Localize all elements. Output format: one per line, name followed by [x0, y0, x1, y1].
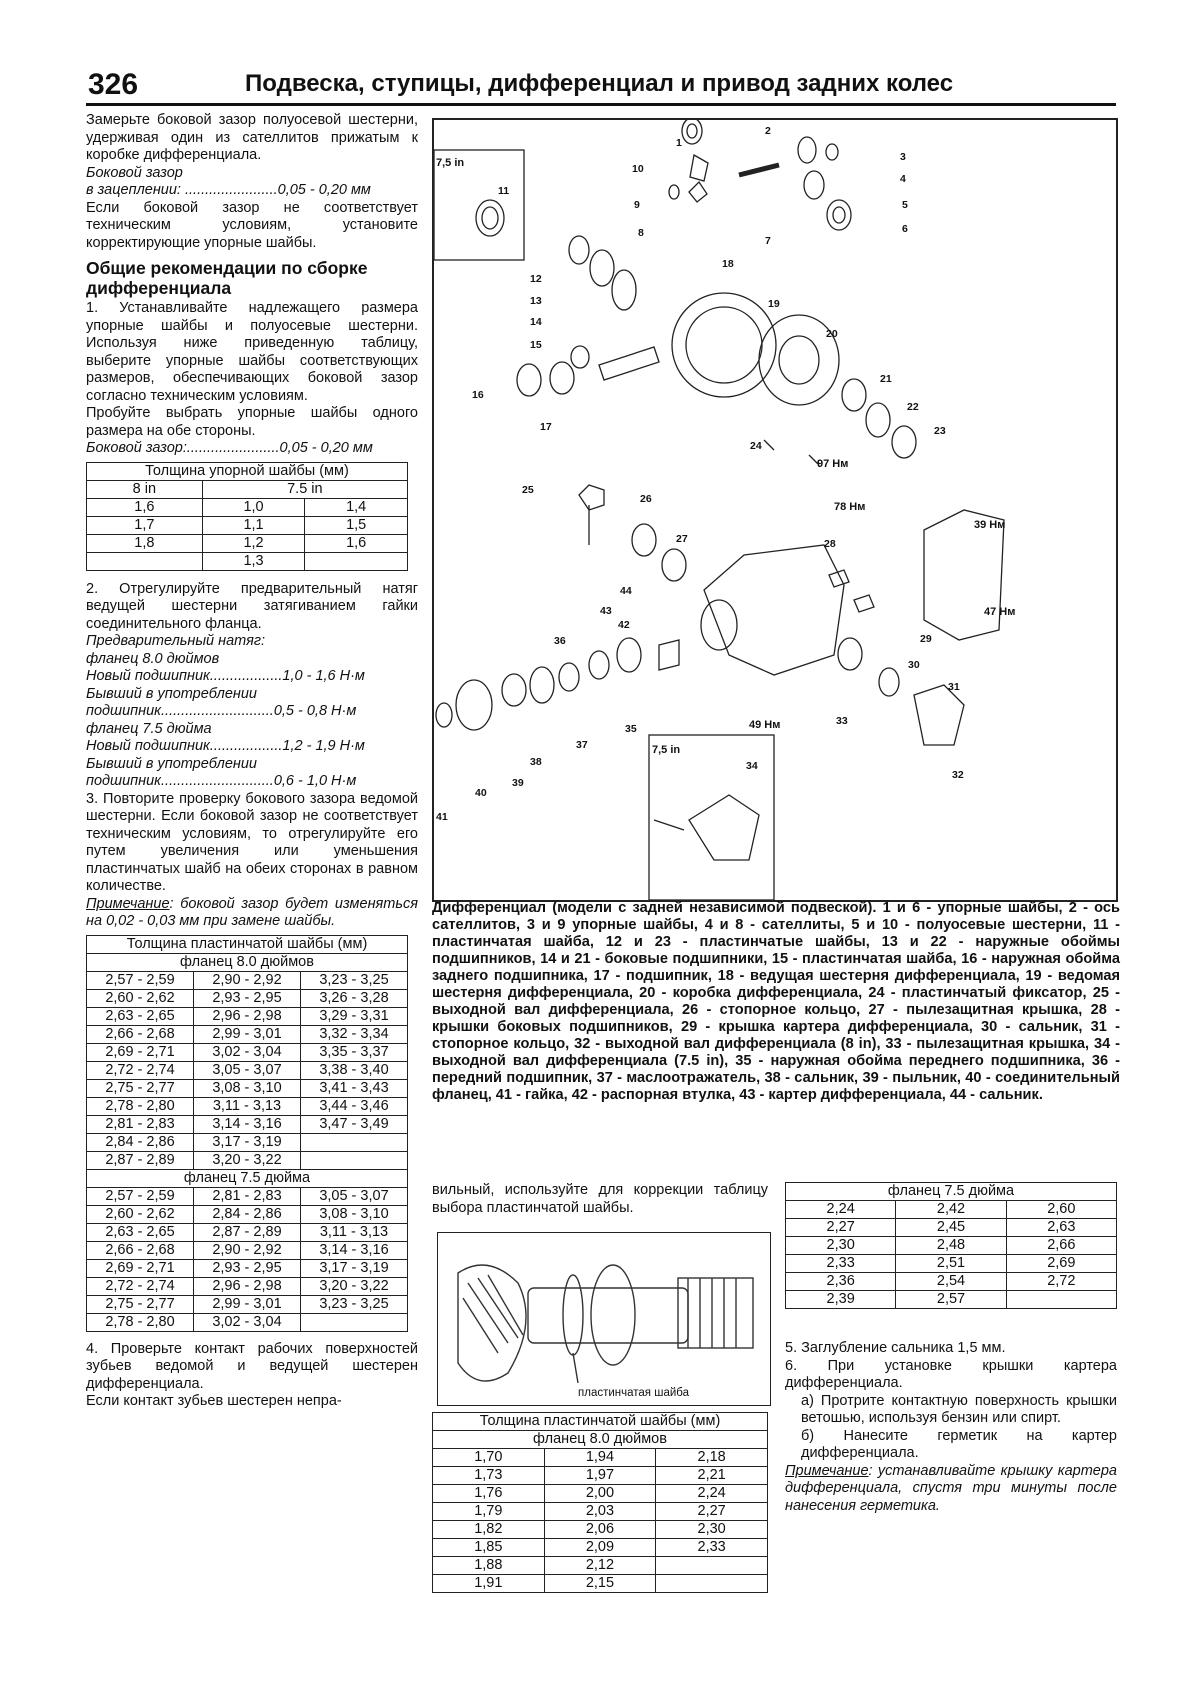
table-cell: 1,88 [433, 1557, 545, 1575]
part-number-label: 11 [498, 185, 510, 197]
table-cell: 1,6 [87, 498, 203, 516]
table-cell: 2,81 - 2,83 [193, 1187, 300, 1205]
table-cell: 2,03 [544, 1503, 656, 1521]
table-cell: 2,42 [896, 1201, 1006, 1219]
table-row [786, 1255, 1117, 1273]
part-number-label: 4 [900, 173, 906, 185]
table-row [87, 1079, 408, 1097]
table-cell: 2,69 - 2,71 [87, 1259, 194, 1277]
table-cell [300, 1151, 407, 1169]
spec-label: Боковой зазор [86, 164, 183, 181]
table-cell: 2,45 [896, 1219, 1006, 1237]
table-row [433, 1467, 768, 1485]
part-number-label: 39 [512, 777, 524, 789]
right-column [785, 1340, 1117, 1515]
table-cell: 3,47 - 3,49 [300, 1115, 407, 1133]
table-cell: 2,24 [656, 1485, 768, 1503]
note-label: Примечание [86, 895, 170, 912]
paragraph: Если боковой зазор не соответствует техническим условиям, установите корректирующие упорные шайбы. [86, 199, 418, 251]
table-cell [656, 1557, 768, 1575]
table-row [87, 1151, 408, 1169]
part-number-label: 28 [824, 538, 836, 550]
table-header: 8 in [87, 480, 203, 498]
table-row [87, 1007, 408, 1025]
table-row [87, 1313, 408, 1331]
part-number-label: 44 [620, 585, 632, 597]
table-cell: 2,48 [896, 1237, 1006, 1255]
spec-line: Новый подшипник..................1,0 - 1,6 Н·м [86, 668, 365, 684]
table-cell: 2,27 [656, 1503, 768, 1521]
table-cell: 2,84 - 2,86 [87, 1133, 194, 1151]
table-cell: 1,6 [305, 534, 408, 552]
table-cell: 1,91 [433, 1575, 545, 1593]
part-number-label: 20 [826, 328, 838, 340]
paragraph: Замерьте боковой зазор полуосевой шестерни, удерживая один из сателлитов прижатым к коробке дифференциала. [86, 112, 418, 163]
table-cell: 3,38 - 3,40 [300, 1061, 407, 1079]
table-cell: 2,96 - 2,98 [193, 1277, 300, 1295]
table-row [87, 1133, 408, 1151]
table-cell [87, 552, 203, 570]
table-cell: 1,2 [202, 534, 305, 552]
table-cell: 3,44 - 3,46 [300, 1097, 407, 1115]
table-subheader: фланец 8.0 дюймов [433, 1431, 768, 1449]
spec-line: подшипник............................0,6 - 1,0 Н·м [86, 773, 357, 789]
part-number-label: 35 [625, 723, 637, 735]
left-column [86, 112, 418, 1411]
thrust-washer-table [86, 462, 408, 571]
table-cell: 2,72 [1006, 1273, 1116, 1291]
torque-label: 39 Нм [974, 519, 1006, 531]
table-cell: 1,3 [202, 552, 305, 570]
table-cell: 3,05 - 3,07 [300, 1187, 407, 1205]
table-row [87, 516, 408, 534]
part-number-label: 40 [475, 787, 487, 799]
table-title: Толщина упорной шайбы (мм) [87, 462, 408, 480]
table-row [433, 1503, 768, 1521]
table-cell: 3,05 - 3,07 [193, 1061, 300, 1079]
table-cell: 1,76 [433, 1485, 545, 1503]
table-row [433, 1485, 768, 1503]
note [86, 896, 418, 931]
exploded-diagram [432, 118, 1118, 902]
header-divider [86, 103, 1116, 106]
table-row [87, 1259, 408, 1277]
paragraph: б) Нанесите герметик на картер дифференциала. [801, 1427, 1117, 1461]
paragraph: 3. Повторите проверку бокового зазора ведомой шестерни. Если боковой зазор не соответствует техническим условиям, то отрегулируйте его путем увеличения или уменьшения пластинчатых шайб на обеих сторонах в равном количестве. [86, 790, 418, 894]
part-number-label: 15 [530, 339, 542, 351]
part-number-label: 36 [554, 635, 566, 647]
section-heading: Общие рекомендации по сборке дифференциала [86, 258, 368, 298]
table-cell: 1,8 [87, 534, 203, 552]
part-number-label: 19 [768, 298, 780, 310]
table-cell: 3,32 - 3,34 [300, 1025, 407, 1043]
table-row [433, 1557, 768, 1575]
table-cell: 2,72 - 2,74 [87, 1061, 194, 1079]
photo-callout: пластинчатая шайба [578, 1387, 689, 1399]
differential-exploded-view [434, 120, 1116, 900]
torque-label: 97 Нм [817, 458, 849, 470]
part-number-label: 43 [600, 605, 612, 617]
table-row [786, 1273, 1117, 1291]
table-cell: 3,41 - 3,43 [300, 1079, 407, 1097]
shim-table-right [785, 1182, 1117, 1309]
table-cell [1006, 1291, 1116, 1309]
part-number-label: 24 [750, 440, 762, 452]
table-cell: 1,5 [305, 516, 408, 534]
table-cell: 2,84 - 2,86 [193, 1205, 300, 1223]
table-cell: 3,11 - 3,13 [300, 1223, 407, 1241]
part-number-label: 21 [880, 373, 892, 385]
spec-line: в зацеплении: .......................0,05 - 0,20 мм [86, 182, 371, 198]
spec-label: фланец 8.0 дюймов [86, 650, 220, 667]
table-cell: 2,63 [1006, 1219, 1116, 1237]
part-number-label: 2 [765, 125, 771, 137]
table-row [87, 1115, 408, 1133]
table-cell: 2,36 [786, 1273, 896, 1291]
spec-line: подшипник............................0,5 - 0,8 Н·м [86, 703, 357, 719]
part-number-label: 29 [920, 633, 932, 645]
table-title: Толщина пластинчатой шайбы (мм) [433, 1413, 768, 1431]
part-number-label: 5 [902, 199, 908, 211]
table-cell: 3,20 - 3,22 [193, 1151, 300, 1169]
table-cell: 2,99 - 3,01 [193, 1025, 300, 1043]
part-number-label: 37 [576, 739, 588, 751]
part-number-label: 31 [948, 681, 960, 693]
table-row [87, 1043, 408, 1061]
page-number: 326 [88, 68, 139, 101]
part-number-label: 7 [765, 235, 771, 247]
table-cell: 2,33 [786, 1255, 896, 1273]
part-number-label: 17 [540, 421, 552, 433]
table-row [87, 989, 408, 1007]
table-cell: 2,33 [656, 1539, 768, 1557]
part-number-label: 27 [676, 533, 688, 545]
paragraph: Если контакт зубьев шестерен непра- [86, 1393, 342, 1409]
table-cell: 2,75 - 2,77 [87, 1295, 194, 1313]
table-cell: 2,30 [786, 1237, 896, 1255]
table-subheader: фланец 7.5 дюйма [786, 1183, 1117, 1201]
table-cell: 1,1 [202, 516, 305, 534]
table-row [87, 971, 408, 989]
part-number-label: 8 [638, 227, 644, 239]
part-number-label: 9 [634, 199, 640, 211]
shim-photo [437, 1232, 771, 1406]
paragraph: 1. Устанавливайте надлежащего размера упорные шайбы и полуосевые шестерни. Используя ниже приведенную таблицу, выберите упорные шайбы соответствующих размеров, обеспечивающих боковой зазор согласно техническим условиям. [86, 300, 418, 404]
spec-line: Боковой зазор:.......................0,05 - 0,20 мм [86, 440, 373, 456]
part-number-label: 42 [618, 619, 630, 631]
table-cell: 3,14 - 3,16 [300, 1241, 407, 1259]
table-cell: 2,63 - 2,65 [87, 1223, 194, 1241]
table-row [87, 498, 408, 516]
table-cell: 2,60 - 2,62 [87, 989, 194, 1007]
part-number-label: 25 [522, 484, 534, 496]
part-number-label: 6 [902, 223, 908, 235]
note-text: : устанавливайте крышку картера дифференциала, спустя три минуты после нанесения герметика. [785, 1462, 1117, 1514]
table-cell: 3,02 - 3,04 [193, 1313, 300, 1331]
spec-label: Предварительный натяг: [86, 633, 266, 649]
table-row [786, 1219, 1117, 1237]
table-cell: 2,81 - 2,83 [87, 1115, 194, 1133]
spec-label: Бывший в употреблении [86, 685, 257, 702]
part-number-label: 34 [746, 760, 758, 772]
table-cell: 3,29 - 3,31 [300, 1007, 407, 1025]
table-cell: 2,93 - 2,95 [193, 989, 300, 1007]
table-cell: 2,06 [544, 1521, 656, 1539]
table-cell: 3,17 - 3,19 [193, 1133, 300, 1151]
table-cell: 2,39 [786, 1291, 896, 1309]
table-cell: 1,94 [544, 1449, 656, 1467]
table-row [87, 1025, 408, 1043]
table-cell: 1,73 [433, 1467, 545, 1485]
table-row [433, 1575, 768, 1593]
paragraph: Пробуйте выбрать упорные шайбы одного размера на обе стороны. [86, 405, 418, 439]
table-cell: 2,15 [544, 1575, 656, 1593]
paragraph: 2. Отрегулируйте предварительный натяг ведущей шестерни затягиванием гайки соединительного фланца. [86, 580, 418, 632]
shim-table-left [86, 935, 408, 1332]
table-header: 7.5 in [202, 480, 407, 498]
part-number-label: 41 [436, 811, 448, 823]
table-cell: 1,85 [433, 1539, 545, 1557]
inset-label: 7,5 in [652, 744, 681, 756]
table-cell: 2,57 - 2,59 [87, 971, 194, 989]
table-cell: 2,72 - 2,74 [87, 1277, 194, 1295]
part-number-label: 12 [530, 273, 542, 285]
table-title: Толщина пластинчатой шайбы (мм) [87, 935, 408, 953]
table-cell: 3,20 - 3,22 [300, 1277, 407, 1295]
table-cell: 2,78 - 2,80 [87, 1313, 194, 1331]
torque-label: 47 Нм [984, 606, 1016, 618]
shim-table-middle [432, 1412, 768, 1593]
part-number-label: 13 [530, 295, 542, 307]
table-cell: 2,60 - 2,62 [87, 1205, 194, 1223]
table-row [87, 1205, 408, 1223]
table-cell: 1,79 [433, 1503, 545, 1521]
table-cell: 2,90 - 2,92 [193, 1241, 300, 1259]
part-number-label: 22 [907, 401, 919, 413]
table-cell: 3,17 - 3,19 [300, 1259, 407, 1277]
table-cell: 2,99 - 3,01 [193, 1295, 300, 1313]
table-cell: 1,82 [433, 1521, 545, 1539]
table-cell: 1,97 [544, 1467, 656, 1485]
table-cell: 2,87 - 2,89 [87, 1151, 194, 1169]
table-cell: 2,87 - 2,89 [193, 1223, 300, 1241]
part-number-label: 14 [530, 316, 542, 328]
table-cell: 2,69 - 2,71 [87, 1043, 194, 1061]
part-number-label: 3 [900, 151, 906, 163]
part-number-label: 18 [722, 258, 734, 270]
table-cell: 2,27 [786, 1219, 896, 1237]
right-table-wrap [785, 1182, 1117, 1309]
table-cell: 1,4 [305, 498, 408, 516]
table-cell: 2,21 [656, 1467, 768, 1485]
table-cell: 2,51 [896, 1255, 1006, 1273]
table-subheader: фланец 7.5 дюйма [87, 1169, 408, 1187]
table-row [87, 1187, 408, 1205]
table-cell [300, 1133, 407, 1151]
table-cell: 2,66 - 2,68 [87, 1241, 194, 1259]
page-title: Подвеска, ступицы, дифференциал и привод задних колес [245, 70, 954, 97]
table-cell: 2,66 [1006, 1237, 1116, 1255]
table-cell: 2,09 [544, 1539, 656, 1557]
table-cell [305, 552, 408, 570]
table-row [87, 1295, 408, 1313]
table-cell: 3,23 - 3,25 [300, 1295, 407, 1313]
pinion-gear-illustration [438, 1233, 770, 1405]
table-cell: 2,00 [544, 1485, 656, 1503]
table-row [87, 1061, 408, 1079]
table-row [786, 1237, 1117, 1255]
table-cell: 1,70 [433, 1449, 545, 1467]
note [785, 1463, 1117, 1516]
table-cell: 2,63 - 2,65 [87, 1007, 194, 1025]
table-cell: 3,23 - 3,25 [300, 971, 407, 989]
part-number-label: 26 [640, 493, 652, 505]
table-row [433, 1521, 768, 1539]
part-number-label: 33 [836, 715, 848, 727]
part-number-label: 10 [632, 163, 644, 175]
table-cell: 3,11 - 3,13 [193, 1097, 300, 1115]
inset-label: 7,5 in [436, 157, 465, 169]
part-number-label: 1 [676, 137, 682, 149]
torque-label: 49 Нм [749, 719, 781, 731]
table-row [87, 1241, 408, 1259]
table-subheader: фланец 8.0 дюймов [87, 953, 408, 971]
table-cell: 2,90 - 2,92 [193, 971, 300, 989]
table-cell: 3,08 - 3,10 [193, 1079, 300, 1097]
table-cell: 3,35 - 3,37 [300, 1043, 407, 1061]
part-number-label: 23 [934, 425, 946, 437]
paragraph: 4. Проверьте контакт рабочих поверхностей зубьев ведомой и ведущей шестерен дифференциала. [86, 1340, 418, 1392]
table-row [433, 1539, 768, 1557]
table-cell: 2,93 - 2,95 [193, 1259, 300, 1277]
table-cell: 3,14 - 3,16 [193, 1115, 300, 1133]
table-row [87, 552, 408, 570]
paragraph: а) Протрите контактную поверхность крышки ветошью, используя бензин или спирт. [801, 1392, 1117, 1426]
paragraph: 6. При установке крышки картера дифференциала. [785, 1357, 1117, 1391]
table-cell: 2,66 - 2,68 [87, 1025, 194, 1043]
table-cell: 2,18 [656, 1449, 768, 1467]
table-cell: 2,30 [656, 1521, 768, 1539]
note-text: : боковой зазор будет изменяться на 0,02 - 0,03 мм при замене шайбы. [86, 895, 418, 929]
note-label: Примечание [785, 1462, 869, 1479]
part-number-label: 32 [952, 769, 964, 781]
table-cell [656, 1575, 768, 1593]
table-cell: 2,69 [1006, 1255, 1116, 1273]
figure-caption: Дифференциал (модели с задней независимой подвеской). 1 и 6 - упорные шайбы, 2 - ось сателлитов, 3 и 9 упорные шайбы, 4 и 8 - сателлиты, 5 и 10 - полуосевые шестерни, 11 - пластинчатая шайба, 12 и 23 - пластинчатые шайбы, 13 и 22 - наружные обоймы подшипников, 14 и 21 - боковые подшипники, 15 - пластинчатая шайба, 16 - наружная обойма заднего подшипника, 17 - подшипник, 18 - ведущая шестерня дифференциала, 19 - ведомая шестерня дифференциала, 20 - коробка дифференциала, 24 - пластинчатый фиксатор, 25 - выходной вал дифференциала, 26 - стопорное кольцо, 27 - пылезащитная крышка, 28 - крышки боковых подшипников, 29 - крышка картера дифференциала, 30 - сальник, 31 - стопорное кольцо, 32 - выходной вал дифференциала (8 in), 33 - пылезащитная крышка, 34 - выходной вал дифференциала (7.5 in), 35 - наружная обойма переднего подшипника, 36 - передний подшипник, 37 - маслоотражатель, 38 - сальник, 39 - пыльник, 40 - соединительный фланец, 41 - гайка, 42 - распорная втулка, 43 - картер дифференциала, 44 - сальник. [432, 900, 1120, 1103]
torque-label: 78 Нм [834, 501, 866, 513]
middle-table-wrap [432, 1412, 768, 1593]
table-cell: 2,78 - 2,80 [87, 1097, 194, 1115]
table-cell: 2,24 [786, 1201, 896, 1219]
part-number-label: 30 [908, 659, 920, 671]
table-cell: 3,02 - 3,04 [193, 1043, 300, 1061]
part-number-label: 38 [530, 756, 542, 768]
table-cell [300, 1313, 407, 1331]
table-row [786, 1201, 1117, 1219]
table-cell: 2,57 [896, 1291, 1006, 1309]
table-cell: 3,08 - 3,10 [300, 1205, 407, 1223]
paragraph: 5. Заглубление сальника 1,5 мм. [785, 1340, 1006, 1356]
table-cell: 1,7 [87, 516, 203, 534]
paragraph: вильный, используйте для коррекции таблицу выбора пластинчатой шайбы. [432, 1182, 768, 1216]
spec-line: Новый подшипник..................1,2 - 1,9 Н·м [86, 738, 365, 754]
table-cell: 2,75 - 2,77 [87, 1079, 194, 1097]
table-row [87, 534, 408, 552]
spec-label: Бывший в употреблении [86, 755, 257, 772]
spec-label: фланец 7.5 дюйма [86, 720, 212, 737]
table-cell: 2,96 - 2,98 [193, 1007, 300, 1025]
table-cell: 2,12 [544, 1557, 656, 1575]
middle-column [432, 1182, 768, 1217]
table-cell: 2,57 - 2,59 [87, 1187, 194, 1205]
table-cell: 2,54 [896, 1273, 1006, 1291]
table-row [87, 1277, 408, 1295]
table-cell: 1,0 [202, 498, 305, 516]
table-row [786, 1291, 1117, 1309]
table-row [433, 1449, 768, 1467]
table-cell: 2,60 [1006, 1201, 1116, 1219]
table-row [87, 1097, 408, 1115]
table-row [87, 1223, 408, 1241]
table-cell: 3,26 - 3,28 [300, 989, 407, 1007]
part-number-label: 16 [472, 389, 484, 401]
